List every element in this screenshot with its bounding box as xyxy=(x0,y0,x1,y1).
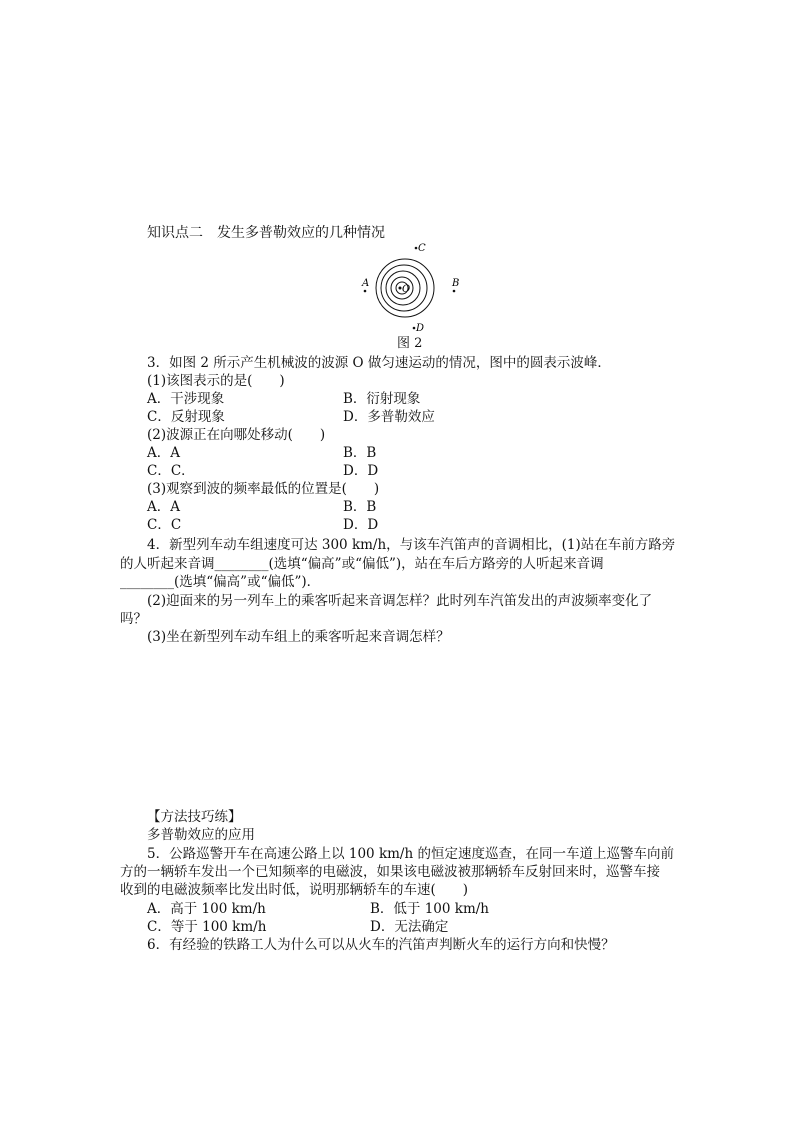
q4-line1: 4．新型列车动车组速度可达 300 km/h，与该车汽笛声的音调相比，(1)站在车前方路旁 xyxy=(147,537,676,553)
q4-line2: 的人听起来音调________(选填“偏高”或“偏低”)，站在车后方路旁的人听起来音调 xyxy=(120,556,604,572)
q6-line1: 6．有经验的铁路工人为什么可以从火车的汽笛声判断火车的运行方向和快慢？ xyxy=(147,937,615,953)
label-o: O xyxy=(402,284,411,295)
q3-sub2-option-d: D．D xyxy=(343,463,379,479)
q3-sub3-option-c: C．C xyxy=(147,517,182,533)
q3-sub2-option-b: B．B xyxy=(343,445,377,461)
q5-option-a: A．高于 100 km/h xyxy=(147,901,266,917)
q5-option-b: B．低于 100 km/h xyxy=(370,901,489,917)
q5-line2: 方的一辆轿车发出一个已知频率的电磁波，如果该电磁波被那辆轿车反射回来时，巡警车接 xyxy=(120,864,660,880)
q5-line3: 收到的电磁波频率比发出时低，说明那辆轿车的车速( ) xyxy=(120,882,469,898)
wavefront-diagram xyxy=(355,240,465,340)
q5-option-d: D．无法确定 xyxy=(370,919,449,935)
q3-sub2: (2)波源正在向哪处移动( ) xyxy=(147,427,326,443)
q3-sub1-option-b: B．衍射现象 xyxy=(343,391,421,407)
label-c: C xyxy=(418,243,426,254)
label-a: A xyxy=(362,278,370,289)
q3-sub2-option-a: A．A xyxy=(147,445,180,461)
q3-sub3-option-b: B．B xyxy=(343,499,377,515)
method-subheading: 多普勒效应的应用 xyxy=(147,827,255,843)
label-b: B xyxy=(452,278,460,289)
point-a xyxy=(364,290,367,293)
label-d: D xyxy=(416,323,425,334)
q3-sub1: (1)该图表示的是( ) xyxy=(147,373,285,389)
figure-caption: 图 2 xyxy=(397,336,423,351)
doppler-wave-figure xyxy=(355,240,465,340)
q4-line5: 吗？ xyxy=(120,611,147,627)
q3-sub3-option-d: D．D xyxy=(343,517,379,533)
q3-stem: 3．如图 2 所示产生机械波的波源 O 做匀速运动的情况，图中的圆表示波峰． xyxy=(147,355,611,371)
q4-line3: ________(选填“偏高”或“偏低”)． xyxy=(120,574,321,590)
q3-sub2-option-c: C．C． xyxy=(147,463,195,479)
q3-sub1-option-a: A．干涉现象 xyxy=(147,391,225,407)
q4-line6: (3)坐在新型列车动车组上的乘客听起来音调怎样？ xyxy=(147,629,450,645)
q3-sub1-option-c: C．反射现象 xyxy=(147,409,225,425)
q3-sub1-option-d: D．多普勒效应 xyxy=(343,409,435,425)
q3-sub3-option-a: A．A xyxy=(147,499,180,515)
q3-sub3: (3)观察到波的频率最低的位置是( ) xyxy=(147,481,380,497)
method-heading: 【方法技巧练】 xyxy=(147,809,242,825)
q4-line4: (2)迎面来的另一列车上的乘客听起来音调怎样？此时列车汽笛发出的声波频率变化了 xyxy=(147,593,653,609)
point-b xyxy=(453,290,456,293)
point-c xyxy=(415,247,418,250)
point-d xyxy=(413,327,416,330)
q5-line1: 5．公路巡警开车在高速公路上以 100 km/h 的恒定速度巡查，在同一车道上巡警车向前 xyxy=(147,846,674,862)
q5-option-c: C．等于 100 km/h xyxy=(147,919,267,935)
section-heading: 知识点二 发生多普勒效应的几种情况 xyxy=(147,225,385,241)
